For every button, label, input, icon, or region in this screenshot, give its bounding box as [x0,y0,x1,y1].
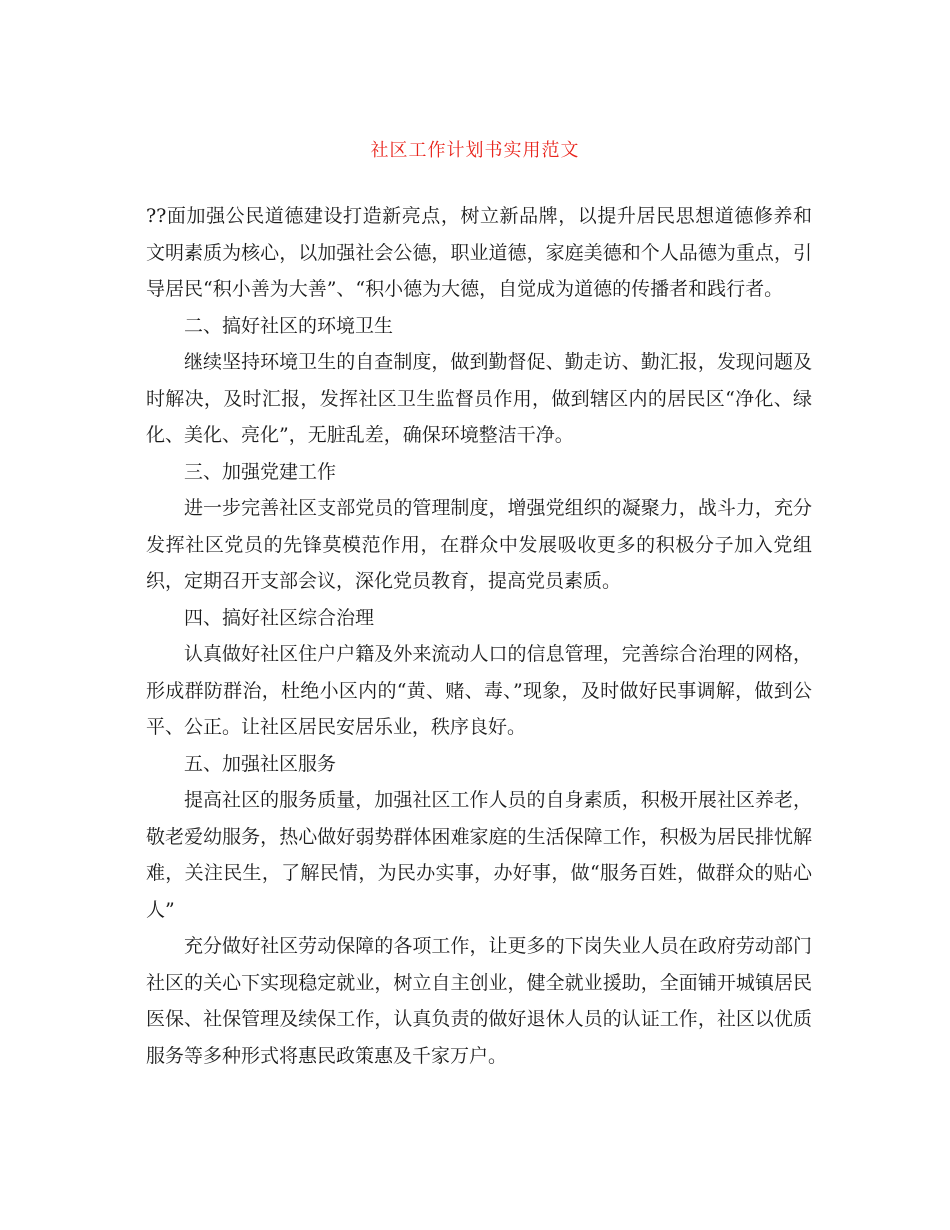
paragraph-intro: ??面加强公民道德建设打造新亮点，树立新品牌，以提升居民思想道德修养和文明素质为核心，以加强社会公德，职业道德，家庭美德和个人品德为重点，引导居民“积小善为大善”、“积小德为大德，自觉成为道德的传播者和践行者。 [146,205,812,300]
paragraph-governance: 认真做好社区住户户籍及外来流动人口的信息管理，完善综合治理的网格，形成群防群治，杜绝小区内的“黄、赌、毒、”现象，及时做好民事调解，做到公平、公正。让社区居民安居乐业，秩序良好。 [146,643,812,738]
paragraph-labor-security: 充分做好社区劳动保障的各项工作，让更多的下岗失业人员在政府劳动部门社区的关心下实现稳定就业，树立自主创业，健全就业援助，全面铺开城镇居民医保、社保管理及续保工作，认真负责的做好退休人员的认证工作，社区以优质服务等多种形式将惠民政策惠及千家万户。 [146,935,812,1067]
document-title: 社区工作计划书实用范文 [370,140,580,161]
section-heading-governance: 四、搞好社区综合治理 [184,606,375,629]
section-heading-services: 五、加强社区服务 [184,752,337,775]
paragraph-party-building: 进一步完善社区支部党员的管理制度，增强党组织的凝聚力，战斗力，充分发挥社区党员的先锋莫模范作用，在群众中发展吸收更多的积极分子加入党组织，定期召开支部会议，深化党员教育，提高党员素质。 [146,497,812,592]
document-body [146,198,812,1074]
paragraph-services: 提高社区的服务质量，加强社区工作人员的自身素质，积极开展社区养老，敬老爱幼服务，热心做好弱势群体困难家庭的生活保障工作，积极为居民排忧解难，关注民生，了解民情，为民办实事，办好事，做“服务百姓，做群众的贴心人” [146,789,812,921]
section-heading-party-building: 三、加强党建工作 [184,460,337,483]
paragraph-environment: 继续坚持环境卫生的自查制度，做到勤督促、勤走访、勤汇报，发现问题及时解决，及时汇报，发挥社区卫生监督员作用，做到辖区内的居民区“净化、绿化、美化、亮化”，无脏乱差，确保环境整洁干净。 [146,351,812,446]
section-heading-environment: 二、搞好社区的环境卫生 [184,314,394,337]
